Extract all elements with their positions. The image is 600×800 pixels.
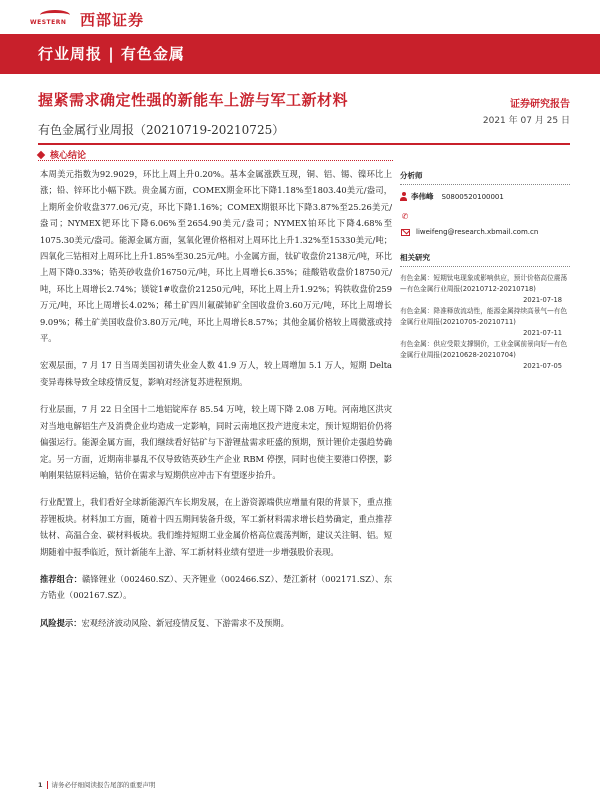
phone-icon: ✆ — [401, 211, 409, 221]
section-subdivider — [38, 160, 393, 161]
paragraph-allocation: 行业配置上，我们看好全球新能源汽车长期发展，在上游资源端供应增量有限的背景下，重点推荐锂板块。材料加工方面，随着十四五期间装备升级，军工新材料需求增长趋势确定，重点推荐钛材、高温合金、碳材料板块。我们维持短期工业金属价格高位震荡判断，建议关注铜、铝。短期随着中报季临近，预计新能车上游、军工新材料业绩有望进一步增强股价表现。 — [40, 497, 392, 557]
related-date: 2021-07-18 — [523, 296, 562, 304]
footer-divider — [47, 781, 48, 789]
page-number: 1 — [38, 780, 43, 789]
related-item[interactable] — [400, 306, 570, 339]
main-content — [40, 166, 392, 631]
brand-logo — [30, 8, 144, 30]
analyst-name: 李伟峰 — [411, 192, 434, 201]
report-date: 2021 年 07 月 25 日 — [482, 116, 570, 126]
email-icon — [400, 228, 410, 237]
related-date: 2021-07-05 — [523, 362, 562, 370]
related-date: 2021-07-11 — [523, 329, 562, 337]
paragraph-risk — [40, 615, 392, 631]
email-text[interactable]: liweifeng@research.xbmail.com.cn — [416, 228, 539, 236]
report-title: 握紧需求确定性强的新能车上游与军工新材料 — [38, 91, 349, 109]
diamond-bullet-icon — [37, 150, 45, 158]
recommendation-label: 推荐组合： — [40, 573, 83, 584]
logo-mark-icon — [30, 9, 78, 29]
sidebar — [400, 170, 570, 372]
paragraph-prices: 本周美元指数为92.9029，环比上周上升0.20%。基本金属涨跌互现，铜、铝、锡、镍环比上涨；铅、锌环比小幅下跌。贵金属方面，COMEX期金环比下降1.18%至1803.40美元/盎司，上期所金价收盘377.06元/克，环比下降1.16%；COMEX期银环比下降3.87%至25.26美元/盎司；NYMEX钯环比下降6.06%至2654.90美元/盎司；NYMEX铂环比下降4.68%至1075.30美元/盎司。能源金属方面，氢氧化锂价格相对上周环比上升1.32%至15330美元/吨；四氧化三钴相对上周环比上升1.85%至30.25元/吨。小金属方面，钛矿收盘价2138元/吨，环比上周下降0.33%；锆英砂收盘价16750元/吨，环比上周增长6.35%；硅酸锆收盘价18750元/吨，环比上周增长2.74%；镁锭1#收盘价21250元/吨，环比上周上升1.92%；钨铁收盘价259万元/吨，环比上周增长4.02%；稀土矿四川氟碳铈矿全国收盘价3.60万元/吨，环比上周增长9.09%；稀土矿美国收盘价3.80万元/吨，环比上周增长8.57%；其他金属价格较上周微涨或持平。 — [40, 169, 392, 344]
related-title[interactable]: 有色金属：降准释放流动性，能源金属持续高景气—有色金属行业周报(20210705-20210711) — [400, 307, 568, 326]
related-heading: 相关研究 — [400, 252, 570, 267]
risk-label: 风险提示： — [40, 617, 82, 628]
analyst-phone — [400, 210, 570, 222]
risk-text: 宏观经济波动风险、新冠疫情反复、下游需求不及预期。 — [81, 617, 289, 628]
person-icon — [400, 192, 407, 201]
paragraph-industry: 行业层面，7 月 22 日全国十二地铝锭库存 85.54 万吨，较上周下降 2.08 万吨。河南地区洪灾对当地电解铝生产及消费企业均造成一定影响，同时云南地区投产进度未定，预计短期铝价仍将偏强运行。能源金属方面，我们继续看好钴矿与下游锂盐需求旺盛的预期，预计锂价走强趋势确定。另一方面，近期南非暴乱不仅导致锆英砂生产企业 RBM 停摆，同时也使主要港口停摆，影响刚果钴原料运输，钴价在需求与短期供应冲击下有望逐步抬升。 — [40, 404, 392, 480]
footer-disclaimer: 请务必仔细阅读报告尾部的重要声明 — [51, 781, 156, 789]
analyst-heading: 分析师 — [400, 170, 570, 185]
related-item[interactable] — [400, 273, 570, 306]
analyst-cert: S0800520100001 — [441, 192, 504, 201]
logo-en-text: WESTERN — [30, 19, 67, 26]
banner-text: 行业周报 | 有色金属 — [38, 45, 185, 63]
recommendation-text: 赣锋锂业（002460.SZ）、天齐锂业（002466.SZ）、楚江新材（002171.SZ）、东方锆业（002167.SZ）。 — [40, 573, 392, 601]
analyst-row — [400, 191, 570, 202]
analyst-email[interactable] — [400, 226, 570, 238]
report-type: 证券研究报告 — [510, 99, 570, 110]
paragraph-recommendation — [40, 571, 392, 604]
logo-cn-text: 西部证券 — [80, 10, 145, 29]
related-item[interactable] — [400, 339, 570, 372]
section-heading-label: 核心结论 — [50, 151, 87, 161]
category-banner — [0, 34, 600, 74]
section-divider — [38, 143, 570, 145]
page-footer — [38, 780, 156, 789]
related-title[interactable]: 有色金属：短期钛电现象或影响供应，预计价格高位震荡—有色金属行业周报(20210712-20210718) — [400, 274, 568, 293]
paragraph-macro: 宏观层面，7 月 17 日当周美国初请失业金人数 41.9 万人，较上周增加 5.1 万人，短期 Delta 变异毒株导致全球疫情反复，影响对经济复苏进程预期。 — [40, 360, 392, 387]
report-subtitle: 有色金属行业周报（20210719-20210725） — [38, 123, 285, 137]
related-title[interactable]: 有色金属：供应受限支撑铜价，工业金属前景向好—有色金属行业周报(20210628-20210704) — [400, 340, 568, 359]
